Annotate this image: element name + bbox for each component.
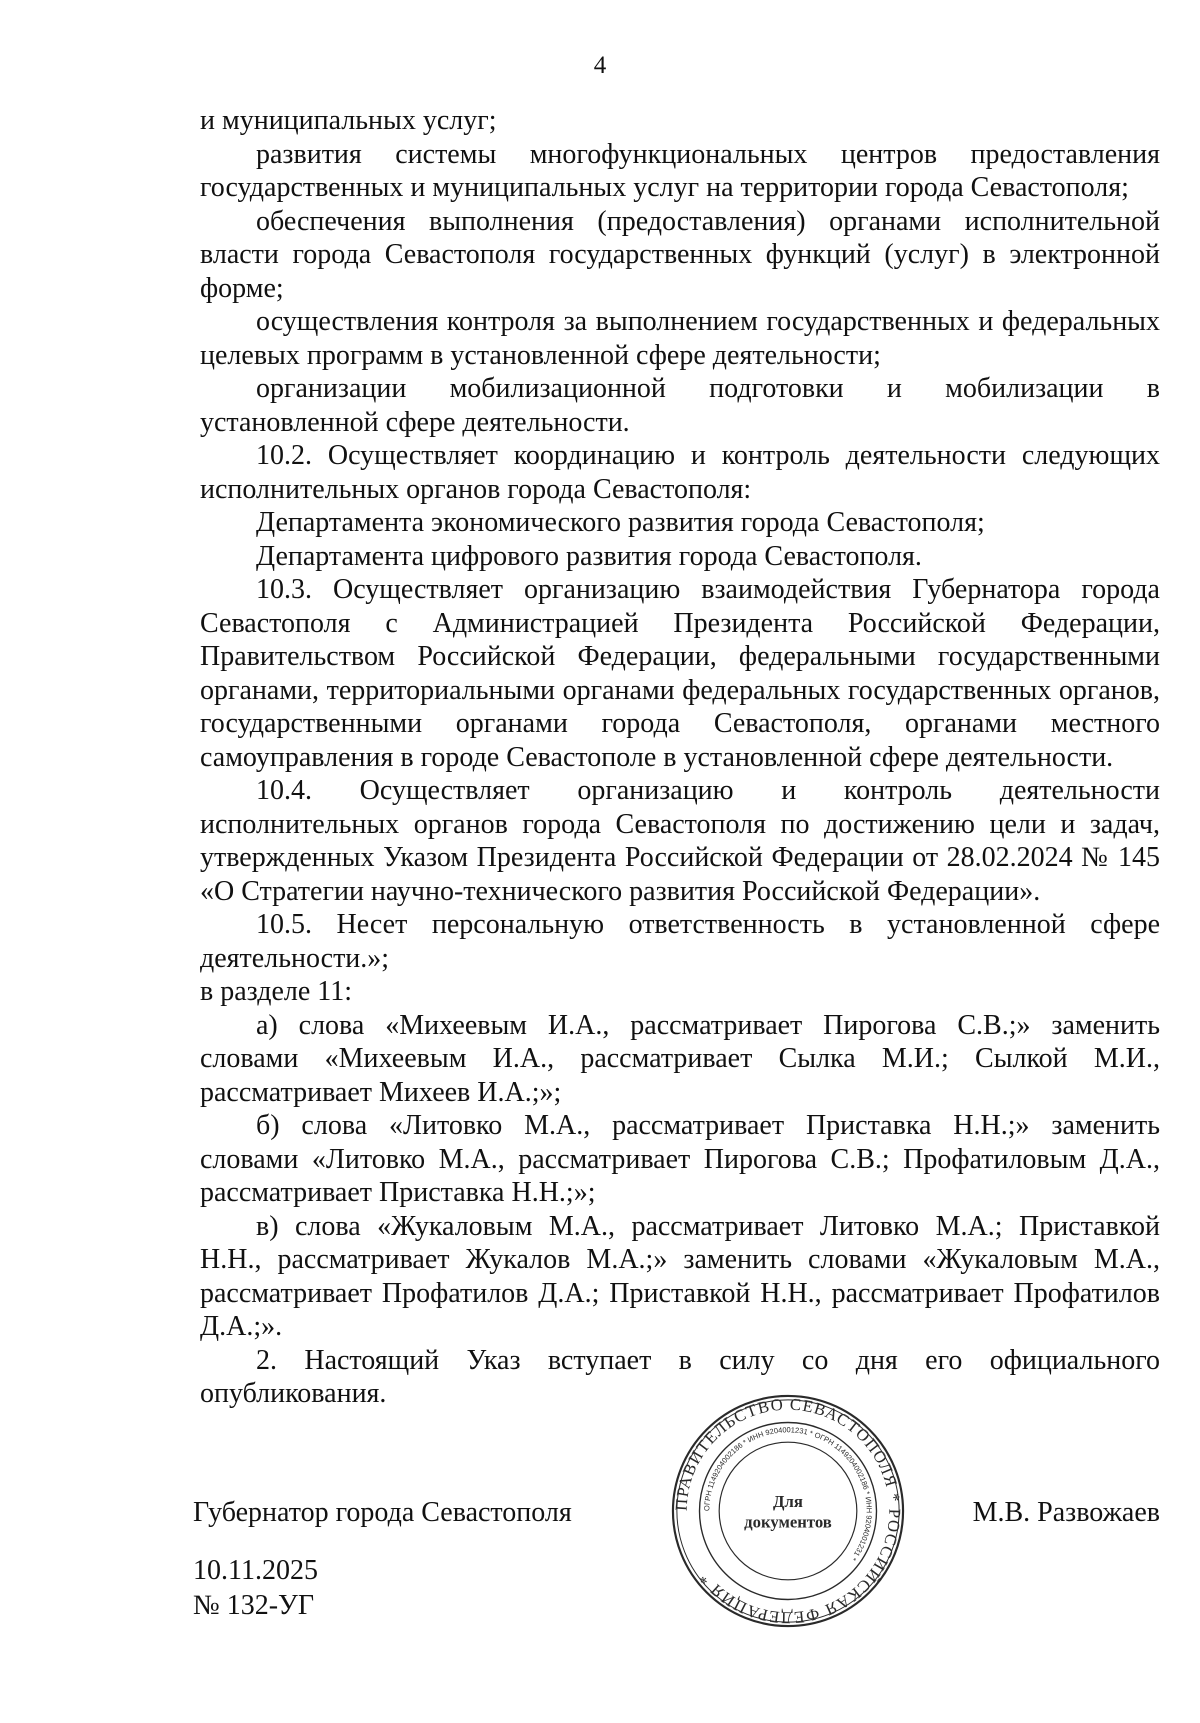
paragraph: обеспечения выполнения (предоставления) органами исполнительной власти города Севастополя государственных функций (услуг) в электронной форме; xyxy=(200,205,1160,304)
paragraph: 10.2. Осуществляет координацию и контроль деятельности следующих исполнительных органов города Севастополя: xyxy=(200,440,1160,505)
signer-title: Губернатор города Севастополя xyxy=(193,1497,572,1528)
seal-outer-text: ПРАВИТЕЛЬСТВО СЕВАСТОПОЛЯ * РОССИЙСКАЯ ФЕДЕРАЦИЯ * xyxy=(671,1394,905,1628)
paragraph: в разделе 11: xyxy=(200,976,353,1007)
paragraph: и муниципальных услуг; xyxy=(200,105,497,136)
paragraph: Департамента цифрового развития города Севастополя. xyxy=(256,540,922,572)
paragraph: развития системы многофункциональных центров предоставления государственных и муниципальных услуг на территории города Севастополя; xyxy=(200,138,1160,203)
official-seal xyxy=(670,1393,906,1629)
paragraph: в) слова «Жукаловым М.А., рассматривает Литовко М.А.; Приставкой Н.Н., рассматривает Жукалов М.А.;» заменить словами «Жукаловым М.А., рассматривает Профатилов Д.А.; Приставкой Н.Н., рассматривает Профатилов Д.А.;». xyxy=(200,1210,1160,1342)
seal-inner-text: ОГРН 1149204002186 * ИНН 9204001231 * ОГРН 1149204002186 * ИНН 9204001231 * xyxy=(702,1425,874,1563)
paragraph: 2. Настоящий Указ вступает в силу со дня его официального опубликования. xyxy=(200,1344,1160,1409)
document-number: № 132-УГ xyxy=(193,1590,315,1621)
page-number: 4 xyxy=(593,52,607,79)
seal-center-line1: Для xyxy=(773,1492,803,1512)
paragraph: 10.5. Несет персональную ответственность в установленной сфере деятельности.»; xyxy=(200,909,1160,974)
paragraph: 10.4. Осуществляет организацию и контроль деятельности исполнительных органов города Севастополя по достижению цели и задач, утвержденных Указом Президента Российской Федерации от 28.02.2024 № 145 «О Стратегии научно-технического развития Российской Федерации». xyxy=(200,775,1160,907)
paragraph: 10.3. Осуществляет организацию взаимодействия Губернатора города Севастополя с Администрацией Президента Российской Федерации, Правительством Российской Федерации, федеральными государственными органами, территориальными органами федеральных государственных органов, государственными органами города Севастополя, органами местного самоуправления в городе Севастополе в установленной сфере деятельности. xyxy=(200,574,1160,773)
paragraph: осуществления контроля за выполнением государственных и федеральных целевых программ в установленной сфере деятельности; xyxy=(200,306,1160,371)
document-body xyxy=(200,104,1160,1411)
paragraph: Департамента экономического развития города Севастополя; xyxy=(256,507,985,538)
paragraph: организации мобилизационной подготовки и мобилизации в установленной сфере деятельности. xyxy=(200,373,1160,438)
document-date: 10.11.2025 xyxy=(193,1555,318,1586)
paragraph: а) слова «Михеевым И.А., рассматривает Пирогова С.В.;» заменить словами «Михеевым И.А., рассматривает Сылка М.И.; Сылкой М.И., рассматривает Михеев И.А.;»; xyxy=(200,1009,1160,1108)
paragraph: б) слова «Литовко М.А., рассматривает Приставка Н.Н.;» заменить словами «Литовко М.А., рассматривает Пирогова С.В.; Профатиловым Д.А., рассматривает Приставка Н.Н.;»; xyxy=(200,1110,1160,1208)
seal-center-line2: документов xyxy=(744,1512,832,1532)
signer-name: М.В. Развожаев xyxy=(972,1497,1160,1528)
